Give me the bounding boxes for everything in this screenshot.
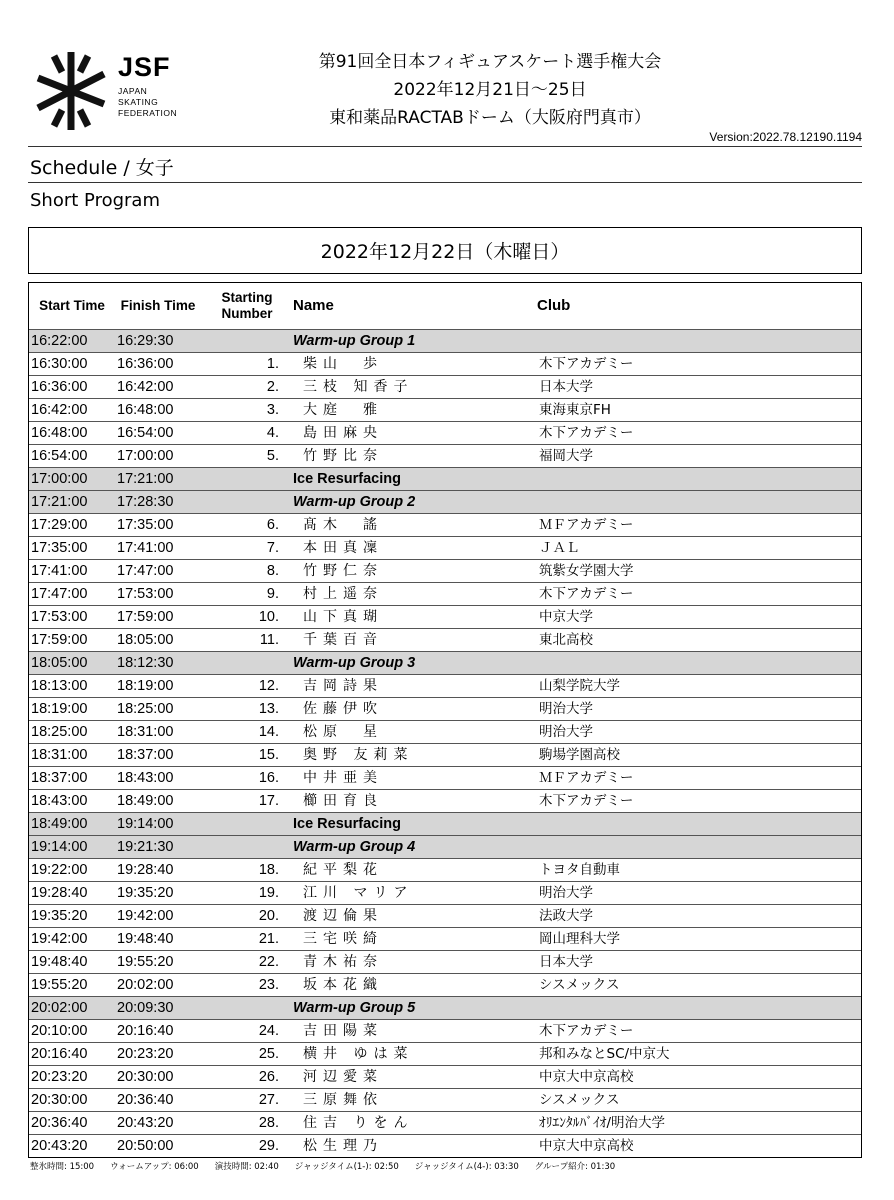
starting-number-cell: 14. [201, 721, 293, 744]
club-cell: 木下アカデミー [537, 353, 861, 376]
skater-name-cell: 江川 マリア [293, 882, 537, 905]
finish-time-cell: 18:05:00 [115, 629, 201, 652]
starting-number-cell: 3. [201, 399, 293, 422]
skater-name-cell: 髙木 謠 [293, 514, 537, 537]
skater-name-cell: 村上遥奈 [293, 583, 537, 606]
start-time-cell: 16:36:00 [29, 376, 115, 399]
table-row [29, 422, 861, 445]
event-dates: 2022年12月21日～25日 [393, 80, 587, 100]
table-row [29, 928, 861, 951]
warmup-group-label: Warm-up Group 5 [293, 997, 861, 1020]
finish-time-cell: 17:35:00 [115, 514, 201, 537]
club-cell: 木下アカデミー [537, 583, 861, 606]
start-time-cell: 20:16:40 [29, 1043, 115, 1066]
logo-sub-federation: FEDERATION [118, 108, 178, 118]
finish-time-cell: 19:55:20 [115, 951, 201, 974]
skater-name-cell: 青木祐奈 [293, 951, 537, 974]
footer-item: ウォームアップ: 06:00 [110, 1162, 199, 1172]
start-time-cell: 16:54:00 [29, 445, 115, 468]
start-time-cell: 17:29:00 [29, 514, 115, 537]
club-cell: 明治大学 [537, 698, 861, 721]
start-time-cell: 19:14:00 [29, 836, 115, 859]
table-row [29, 514, 861, 537]
table-row [29, 882, 861, 905]
starting-number-cell: 12. [201, 675, 293, 698]
starting-number-cell: 2. [201, 376, 293, 399]
club-cell: 中京大中京高校 [537, 1135, 861, 1158]
start-time-cell: 20:02:00 [29, 997, 115, 1020]
footer-item: ジャッジタイム(1-): 02:50 [294, 1162, 399, 1172]
club-cell: トヨタ自動車 [537, 859, 861, 882]
club-cell: 山梨学院大学 [537, 675, 861, 698]
finish-time-cell: 19:21:30 [115, 836, 201, 859]
schedule-divider [28, 182, 862, 183]
header-divider [28, 146, 862, 147]
skater-name-cell: 竹野仁奈 [293, 560, 537, 583]
club-cell: 東海東京FH [537, 399, 861, 422]
skater-name-cell: 櫛田育良 [293, 790, 537, 813]
table-row [29, 399, 861, 422]
start-time-cell: 17:35:00 [29, 537, 115, 560]
footer-item: グループ紹介: 01:30 [534, 1162, 616, 1172]
club-cell: 中京大中京高校 [537, 1066, 861, 1089]
table-row [29, 376, 861, 399]
club-cell: ＭＦアカデミー [537, 514, 861, 537]
skater-name-cell: 住吉 りをん [293, 1112, 537, 1135]
club-cell: 邦和みなとSC/中京大 [537, 1043, 861, 1066]
jsf-snowflake-icon [32, 48, 110, 134]
start-time-cell: 19:42:00 [29, 928, 115, 951]
ice-resurfacing-row [29, 813, 861, 836]
start-time-cell: 19:48:40 [29, 951, 115, 974]
starting-number-cell: 22. [201, 951, 293, 974]
table-row [29, 1020, 861, 1043]
start-time-cell: 19:22:00 [29, 859, 115, 882]
warmup-group-label: Warm-up Group 2 [293, 491, 861, 514]
table-row [29, 583, 861, 606]
skater-name-cell: 奥野 友莉菜 [293, 744, 537, 767]
program-title: Short Program [30, 190, 160, 211]
warmup-group-label: Warm-up Group 4 [293, 836, 861, 859]
version-label: Version:2022.78.12190.1194 [709, 130, 862, 144]
event-header [250, 48, 730, 132]
warmup-group-row [29, 330, 861, 353]
club-cell: 木下アカデミー [537, 1020, 861, 1043]
club-cell: ＪＡＬ [537, 537, 861, 560]
finish-time-cell: 17:00:00 [115, 445, 201, 468]
skater-name-cell: 坂本花織 [293, 974, 537, 997]
starting-number-cell: 24. [201, 1020, 293, 1043]
starting-number-cell: 27. [201, 1089, 293, 1112]
table-row [29, 744, 861, 767]
finish-time-cell: 18:25:00 [115, 698, 201, 721]
starting-number-cell: 15. [201, 744, 293, 767]
start-time-cell: 18:05:00 [29, 652, 115, 675]
finish-time-cell: 18:19:00 [115, 675, 201, 698]
footer-item: ジャッジタイム(4-): 03:30 [414, 1162, 519, 1172]
club-cell: 筑紫女学園大学 [537, 560, 861, 583]
start-time-cell: 20:10:00 [29, 1020, 115, 1043]
start-time-cell: 20:23:20 [29, 1066, 115, 1089]
finish-time-cell: 16:42:00 [115, 376, 201, 399]
table-row [29, 905, 861, 928]
skater-name-cell: 大庭 雅 [293, 399, 537, 422]
skater-name-cell: 千葉百音 [293, 629, 537, 652]
empty-cell [201, 330, 293, 353]
skater-name-cell: 柴山 歩 [293, 353, 537, 376]
starting-number-cell: 8. [201, 560, 293, 583]
starting-number-cell: 7. [201, 537, 293, 560]
finish-time-cell: 17:28:30 [115, 491, 201, 514]
finish-time-cell: 18:12:30 [115, 652, 201, 675]
start-time-cell: 20:30:00 [29, 1089, 115, 1112]
ice-resurfacing-label: Ice Resurfacing [293, 813, 861, 836]
starting-number-cell: 25. [201, 1043, 293, 1066]
ice-resurfacing-row [29, 468, 861, 491]
col-start-time: Start Time [39, 298, 105, 313]
starting-number-cell: 5. [201, 445, 293, 468]
logo-sub-japan: JAPAN [118, 86, 148, 96]
date-box [28, 227, 862, 274]
finish-time-cell: 19:35:20 [115, 882, 201, 905]
starting-number-cell: 21. [201, 928, 293, 951]
table-row [29, 445, 861, 468]
table-row [29, 721, 861, 744]
table-row [29, 629, 861, 652]
empty-cell [201, 491, 293, 514]
starting-number-cell: 6. [201, 514, 293, 537]
skater-name-cell: 島田麻央 [293, 422, 537, 445]
finish-time-cell: 18:31:00 [115, 721, 201, 744]
skater-name-cell: 吉田陽菜 [293, 1020, 537, 1043]
finish-time-cell: 20:16:40 [115, 1020, 201, 1043]
skater-name-cell: 横井 ゆは菜 [293, 1043, 537, 1066]
finish-time-cell: 20:23:20 [115, 1043, 201, 1066]
finish-time-cell: 17:53:00 [115, 583, 201, 606]
starting-number-cell: 17. [201, 790, 293, 813]
finish-time-cell: 20:02:00 [115, 974, 201, 997]
start-time-cell: 18:25:00 [29, 721, 115, 744]
start-time-cell: 19:55:20 [29, 974, 115, 997]
table-row [29, 353, 861, 376]
starting-number-cell: 20. [201, 905, 293, 928]
table-row [29, 698, 861, 721]
finish-time-cell: 16:54:00 [115, 422, 201, 445]
start-time-cell: 17:21:00 [29, 491, 115, 514]
finish-time-cell: 20:50:00 [115, 1135, 201, 1158]
schedule-table [28, 282, 862, 1158]
club-cell: 法政大学 [537, 905, 861, 928]
club-cell: 日本大学 [537, 376, 861, 399]
club-cell: 東北高校 [537, 629, 861, 652]
finish-time-cell: 19:14:00 [115, 813, 201, 836]
starting-number-cell: 23. [201, 974, 293, 997]
club-cell: 中京大学 [537, 606, 861, 629]
finish-time-cell: 16:29:30 [115, 330, 201, 353]
starting-number-cell: 9. [201, 583, 293, 606]
club-cell: 駒場学園高校 [537, 744, 861, 767]
finish-time-cell: 20:43:20 [115, 1112, 201, 1135]
start-time-cell: 19:28:40 [29, 882, 115, 905]
club-cell: シスメックス [537, 1089, 861, 1112]
table-row [29, 1135, 861, 1158]
starting-number-cell: 29. [201, 1135, 293, 1158]
start-time-cell: 18:37:00 [29, 767, 115, 790]
table-row [29, 1043, 861, 1066]
table-header-row [29, 283, 861, 330]
skater-name-cell: 三宅咲綺 [293, 928, 537, 951]
start-time-cell: 18:49:00 [29, 813, 115, 836]
start-time-cell: 18:13:00 [29, 675, 115, 698]
starting-number-cell: 4. [201, 422, 293, 445]
footer-item: 演技時間: 02:40 [214, 1162, 279, 1172]
finish-time-cell: 16:48:00 [115, 399, 201, 422]
starting-number-cell: 11. [201, 629, 293, 652]
table-row [29, 767, 861, 790]
start-time-cell: 18:43:00 [29, 790, 115, 813]
finish-time-cell: 19:28:40 [115, 859, 201, 882]
starting-number-cell: 16. [201, 767, 293, 790]
table-row [29, 1089, 861, 1112]
table-row [29, 537, 861, 560]
club-cell: 日本大学 [537, 951, 861, 974]
club-cell: ｵﾘｴﾝﾀﾙﾊﾞｲｵ/明治大学 [537, 1112, 861, 1135]
footer-timings [30, 1160, 631, 1172]
table-row [29, 974, 861, 997]
col-finish-time: Finish Time [120, 298, 196, 313]
club-cell: ＭＦアカデミー [537, 767, 861, 790]
start-time-cell: 17:47:00 [29, 583, 115, 606]
table-row [29, 951, 861, 974]
start-time-cell: 17:00:00 [29, 468, 115, 491]
start-time-cell: 17:41:00 [29, 560, 115, 583]
warmup-group-row [29, 836, 861, 859]
empty-cell [201, 836, 293, 859]
skater-name-cell: 松生理乃 [293, 1135, 537, 1158]
start-time-cell: 18:31:00 [29, 744, 115, 767]
warmup-group-label: Warm-up Group 1 [293, 330, 861, 353]
finish-time-cell: 20:30:00 [115, 1066, 201, 1089]
club-cell: 木下アカデミー [537, 422, 861, 445]
finish-time-cell: 19:48:40 [115, 928, 201, 951]
skater-name-cell: 松原 星 [293, 721, 537, 744]
empty-cell [201, 997, 293, 1020]
club-cell: シスメックス [537, 974, 861, 997]
club-cell: 明治大学 [537, 882, 861, 905]
skater-name-cell: 佐藤伊吹 [293, 698, 537, 721]
table-row [29, 1112, 861, 1135]
skater-name-cell: 本田真凜 [293, 537, 537, 560]
skater-name-cell: 吉岡詩果 [293, 675, 537, 698]
starting-number-cell: 19. [201, 882, 293, 905]
starting-number-cell: 26. [201, 1066, 293, 1089]
finish-time-cell: 16:36:00 [115, 353, 201, 376]
start-time-cell: 17:59:00 [29, 629, 115, 652]
table-row [29, 606, 861, 629]
ice-resurfacing-label: Ice Resurfacing [293, 468, 861, 491]
starting-number-cell: 10. [201, 606, 293, 629]
starting-number-cell: 28. [201, 1112, 293, 1135]
schedule-title: Schedule / 女子 [30, 157, 174, 179]
start-time-cell: 16:22:00 [29, 330, 115, 353]
skater-name-cell: 三枝 知香子 [293, 376, 537, 399]
club-cell: 明治大学 [537, 721, 861, 744]
club-cell: 木下アカデミー [537, 790, 861, 813]
logo-abbr: JSF [118, 52, 171, 82]
club-cell: 福岡大学 [537, 445, 861, 468]
start-time-cell: 16:30:00 [29, 353, 115, 376]
start-time-cell: 20:36:40 [29, 1112, 115, 1135]
skater-name-cell: 竹野比奈 [293, 445, 537, 468]
skater-name-cell: 河辺愛菜 [293, 1066, 537, 1089]
starting-number-cell: 18. [201, 859, 293, 882]
date-label: 2022年12月22日（木曜日） [320, 241, 570, 263]
footer-item: 整氷時間: 15:00 [30, 1162, 95, 1172]
start-time-cell: 20:43:20 [29, 1135, 115, 1158]
finish-time-cell: 18:43:00 [115, 767, 201, 790]
finish-time-cell: 17:59:00 [115, 606, 201, 629]
table-row [29, 859, 861, 882]
finish-time-cell: 17:41:00 [115, 537, 201, 560]
finish-time-cell: 17:21:00 [115, 468, 201, 491]
start-time-cell: 19:35:20 [29, 905, 115, 928]
table-row [29, 790, 861, 813]
finish-time-cell: 18:49:00 [115, 790, 201, 813]
col-starting-number: Starting Number [221, 290, 273, 321]
table-row [29, 675, 861, 698]
finish-time-cell: 20:09:30 [115, 997, 201, 1020]
event-title: 第91回全日本フィギュアスケート選手権大会 [318, 52, 662, 72]
finish-time-cell: 18:37:00 [115, 744, 201, 767]
empty-cell [201, 813, 293, 836]
table-row [29, 560, 861, 583]
warmup-group-row [29, 491, 861, 514]
skater-name-cell: 山下真瑚 [293, 606, 537, 629]
jsf-logo [32, 48, 202, 134]
empty-cell [201, 652, 293, 675]
warmup-group-row [29, 652, 861, 675]
skater-name-cell: 中井亜美 [293, 767, 537, 790]
starting-number-cell: 13. [201, 698, 293, 721]
warmup-group-row [29, 997, 861, 1020]
start-time-cell: 17:53:00 [29, 606, 115, 629]
club-cell: 岡山理科大学 [537, 928, 861, 951]
starting-number-cell: 1. [201, 353, 293, 376]
col-club: Club [537, 297, 571, 314]
table-row [29, 1066, 861, 1089]
finish-time-cell: 19:42:00 [115, 905, 201, 928]
start-time-cell: 16:42:00 [29, 399, 115, 422]
skater-name-cell: 三原舞依 [293, 1089, 537, 1112]
finish-time-cell: 17:47:00 [115, 560, 201, 583]
start-time-cell: 18:19:00 [29, 698, 115, 721]
start-time-cell: 16:48:00 [29, 422, 115, 445]
finish-time-cell: 20:36:40 [115, 1089, 201, 1112]
warmup-group-label: Warm-up Group 3 [293, 652, 861, 675]
skater-name-cell: 渡辺倫果 [293, 905, 537, 928]
col-name: Name [293, 297, 334, 314]
event-venue: 東和薬品RACTABドーム（大阪府門真市） [329, 108, 651, 128]
skater-name-cell: 紀平梨花 [293, 859, 537, 882]
empty-cell [201, 468, 293, 491]
logo-sub-skating: SKATING [118, 97, 159, 107]
